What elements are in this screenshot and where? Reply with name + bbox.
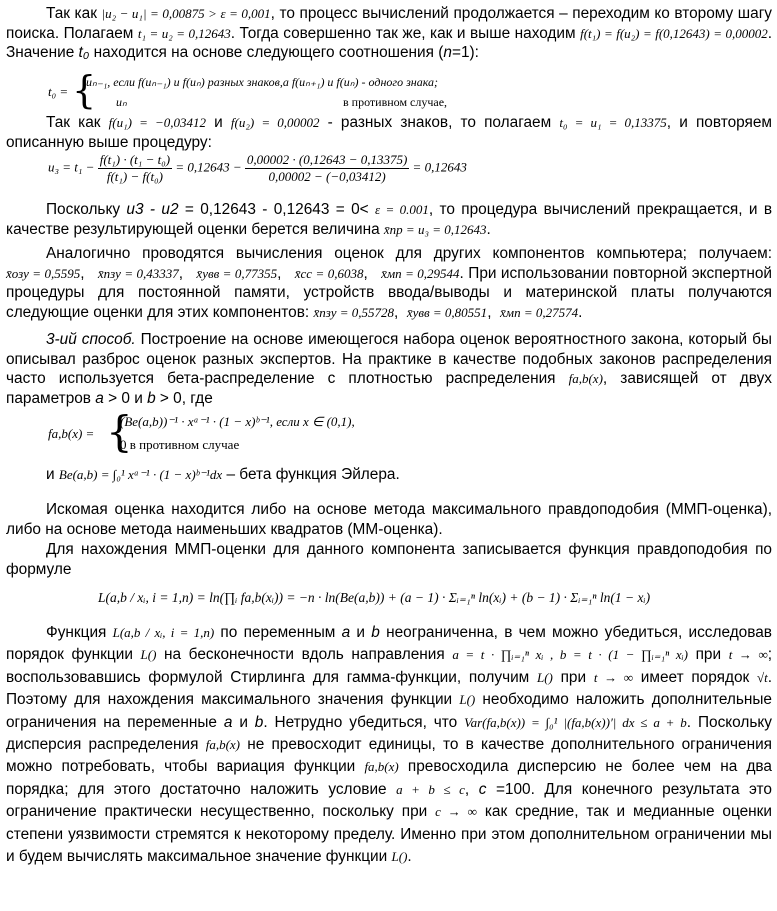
text: – бета функция Эйлера. [222,466,400,483]
text: u3 - u2 [126,201,179,218]
formula: b [371,624,380,641]
text: > 0 и [103,389,148,407]
formula: a [341,624,351,641]
numerator: f(t₁) · (t₁ − t₀) [99,152,171,167]
text: имеет порядок [633,668,757,686]
brace: { [72,68,97,112]
formula: L() [391,849,408,865]
text: Искомая оценка находится либо на основе метода максимального правдоподобия (ММП-оценка), либо на основе метода наименьших квадратов (ММ-оценка). [6,501,772,538]
equation-lhs: fa,b(x) = [48,426,95,441]
formula: a [95,389,104,407]
text: 3-ий способ. [46,331,136,348]
text: . Нетрудно убедиться, что [263,713,465,731]
formula: x̄пр = u₃ = 0,12643 [383,221,487,237]
brace: { [106,407,133,456]
text: - разных знаков, то полагаем [319,114,560,131]
text: Построение на основе имеющегося набора оценок вероятностного закона, который бы описывал разброс оценок разных экспертов. На практике в качестве подобных законов распределения часто используется бета-распределение с плотностью распределения [6,331,772,388]
text: не превосходит единицы, то в качестве дополнительного ограничения можно потребовать, чтобы вариация функции [6,736,772,776]
formula: L(a,b / xᵢ, i = 1,n) [112,625,215,640]
text: при [552,668,594,686]
fraction [98,152,172,185]
formula: a [223,713,233,731]
equation-case: в противном случае, [343,95,448,109]
equation-lhs: t₀ = [48,84,69,99]
formula: L() [536,669,553,685]
text: . [578,303,583,321]
text: ; воспользовавшись формулой Стирлинга для гамма-функции, получим [6,646,773,686]
formula: b [254,713,264,731]
formula: t₁ = u₂ = 0,12643 [137,25,231,41]
formula: f(u₁) = −0,03412 [108,115,207,130]
text: Аналогично проводятся вычисления оценок для других компонентов компьютера; получаем: [46,245,772,262]
equation-case: uₙ₋₁, если f(uₙ₋₁) и f(uₙ) разных знаков,а f(uₙ₊₁) и f(uₙ) - одного знака; [86,75,439,89]
paragraph-6 [6,500,772,539]
formula: x̄увв = 0,80551 [406,304,488,320]
paragraph-8 [6,622,772,868]
text: . Значение [6,24,772,62]
formula: x̄увв = 0,77355 [196,265,278,281]
formula: b [147,389,156,407]
text: и [232,713,255,731]
equation-part: u₃ = t₁ − [48,159,95,175]
paragraph-2 [6,113,772,152]
formula: fa,b(x) [364,759,399,775]
equation-u3 [48,152,467,185]
text: . Поскольку дисперсия распределения [6,713,772,754]
formula: x̄мп = 0,29544 [381,265,460,281]
formula: n [443,44,452,62]
formula: t → ∞ [593,669,634,685]
text: на бесконечности вдоль направления [156,646,453,664]
formula: a = t · ∏ᵢ₌₁ⁿ xᵢ , b = t · (1 − ∏ᵢ₌₁ⁿ xᵢ) [452,647,688,663]
formula: c [478,780,487,798]
formula: f(t₁) = f(u₂) = f(0,12643) = 0,00002 [580,25,768,41]
text: находится на основе следующего соотношения ( [89,44,444,62]
formula: t₀ = u₁ = 0,13375 [559,115,667,130]
equation-likelihood: L(a,b / xᵢ, i = 1,n) = ln(∏ᵢ fa,b(xᵢ)) = −n · ln(Be(a,b)) + (a − 1) · Σᵢ₌₁ⁿ ln(xᵢ) + (b − 1) · Σᵢ₌₁ⁿ ln(1 − xᵢ) [98,590,651,605]
denominator: f(t₁) − f(t₀) [106,169,163,184]
text: по переменным [214,624,342,641]
formula: ε = 0.001 [375,202,429,217]
text: Так как [46,5,102,22]
paragraph-1 [6,4,772,63]
formula: t₀ [78,44,90,62]
equation-beta [6,465,772,485]
text: . [486,220,491,238]
denominator: 0,00002 − (−0,03412) [268,169,386,184]
paragraph-7 [6,540,772,579]
formula: x̄озу = 0,5595 [6,265,81,281]
formula: a + b ≤ c [396,781,465,797]
text: . При использовании повторной экспертной процедуры для постоянной памяти, устройств ввода/выводы и материнской платы получаются следующие оценки для этих компонентов: [6,264,773,321]
equation-case: 0 в противном случае [120,437,240,452]
formula: x̄сс = 0,6038 [294,265,364,281]
paragraph-5 [6,330,772,408]
text: превосходила дисперсию не более чем на два порядка; для этого достаточно наложить условие [6,758,772,798]
text: и [206,114,231,131]
fraction [245,152,409,185]
equation-part: = 0,12643 [412,159,467,175]
text: . Поэтому для нахождения максимального значения функции [6,668,772,709]
formula: f(u₂) = 0,00002 [230,115,320,130]
formula: x̄мп = 0,27574 [500,304,579,320]
text: необходимо наложить дополнительные ограничения на переменные [6,691,772,731]
text: при [687,646,729,664]
text: = 0,12643 - 0,12643 = 0< [178,201,376,218]
formula: |u₂ − u₁| = 0,00875 > ε = 0,001 [101,6,271,21]
text: , и повторяем описанную выше процедуру: [6,114,772,151]
formula: c → ∞ [435,804,477,820]
text: , то процедура вычислений прекращается, и в качестве результирующей оценки берется величина [6,201,772,238]
text: =100. Для конечного результата это ограничение практически несущественно, поскольку при [6,780,772,821]
formula: Be(a,b) = ∫₀¹ xᵃ⁻¹ · (1 − x)ᵇ⁻¹dx [58,467,223,482]
text: и [350,624,372,641]
text: Поскольку [46,201,127,218]
text: > 0, где [155,389,213,407]
formula: L() [459,692,476,708]
numerator: 0,00002 · (0,12643 − 0,13375) [246,152,408,167]
formula: t → ∞ [728,647,768,663]
formula: x̄пзу = 0,43337 [97,265,179,281]
equation-case: (Be(a,b))⁻¹ · xᵃ⁻¹ · (1 − x)ᵇ⁻¹, если x ∈ (0,1), [120,414,355,429]
formula: √t [756,669,768,685]
text: как средние, так и медианные оценки степени уязвимости стремятся к некоторому пределу. Именно при этом дополнительном ограничении мы и будем вычислять максимальное значение функции [6,803,773,866]
text: Так как [46,114,109,131]
formula: x̄пзу = 0,55728 [313,304,394,320]
text: =1): [451,44,479,62]
formula: fa,b(x) [205,737,240,753]
formula: fa,b(x) [568,371,603,387]
text: , то процесс вычислений продолжается – переходим ко второму шагу поиска. Полагаем [6,5,773,42]
formula: L() [140,647,157,663]
text: неограниченна, в чем можно убедиться, исследовав порядок функции [6,624,772,664]
text: и [46,466,59,483]
equation-case: uₙ [116,95,127,109]
text: Для нахождения ММП-оценки для данного компонента записывается функция правдоподобия по формуле [6,541,772,578]
formula: Var(fa,b(x)) = ∫₀¹ |(fa,b(x))′| dx ≤ a + b [464,714,687,730]
text: , зависящей от двух параметров [6,370,772,407]
paragraph-3 [6,200,772,239]
paragraph-4: Аналогично проводятся вычисления оценок для других компонентов компьютера; получаем: x̄озу = 0,5595, x̄пзу = 0,43337, x̄увв = 0,77355, x̄сс = 0,6038, x̄мп = 0,29544. При использовании повторной экспертной процедуры для постоянной памяти, устройств ввода/выводы и материнской платы получаются следующие оценки для этих компонентов: x̄пзу = 0,55728, x̄увв = 0,80551, x̄мп = 0,27574. [6,245,773,321]
text: Функция [46,624,113,641]
text: . Тогда совершенно так же, как и выше находим [230,24,581,42]
equation-part: = 0,12643 − [175,159,242,175]
text: , [464,780,479,798]
text: . [407,848,412,866]
